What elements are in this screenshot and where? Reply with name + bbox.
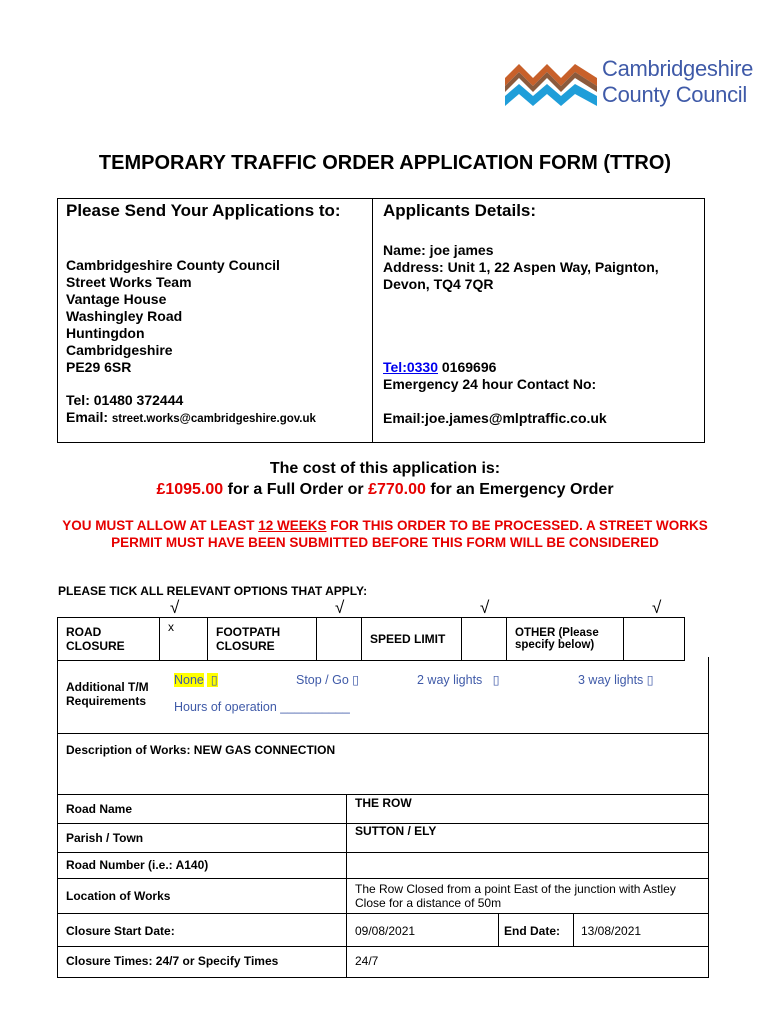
warning-part1: YOU MUST ALLOW AT LEAST: [62, 518, 259, 533]
start-date-value[interactable]: 09/08/2021: [355, 924, 416, 938]
column-divider: [573, 914, 574, 946]
page-title: TEMPORARY TRAFFIC ORDER APPLICATION FORM (TTRO): [98, 152, 672, 174]
contact-box-divider: [372, 199, 373, 442]
option-none[interactable]: [174, 672, 218, 687]
applicant-address-2: Devon, TQ4 7QR: [383, 276, 494, 292]
applicant-heading: Applicants Details:: [383, 201, 537, 220]
tick-instruction: PLEASE TICK ALL RELEVANT OPTIONS THAT APPLY:: [58, 584, 368, 598]
road-name-value[interactable]: THE ROW: [355, 796, 412, 810]
tick-mark: √: [652, 598, 662, 617]
address-line: Vantage House: [66, 291, 167, 307]
send-to-email-row: [66, 409, 316, 428]
option-3-way-lights[interactable]: 3 way lights ▯: [578, 673, 654, 687]
send-to-tel: Tel: 01480 372444: [66, 392, 184, 408]
column-divider: [498, 914, 499, 946]
address-line: Huntingdon: [66, 325, 145, 341]
closure-times-row: [58, 947, 708, 977]
location-label: Location of Works: [66, 889, 171, 903]
other-label: OTHER (Please specify below): [507, 618, 624, 661]
address-line: Street Works Team: [66, 274, 192, 290]
send-to-address: [66, 257, 280, 376]
full-order-price: £1095.00: [156, 481, 224, 498]
warning-weeks: 12 WEEKS: [258, 518, 327, 533]
description-row: [58, 734, 708, 795]
cost-heading: The cost of this application is:: [269, 460, 501, 477]
council-logo: [505, 52, 755, 112]
address-line: PE29 6SR: [66, 359, 132, 375]
additional-tm-label: Additional T/M Requirements: [66, 680, 149, 708]
logo-line1: Cambridgeshire: [602, 56, 754, 81]
applicant-email: Email:joe.james@mlptraffic.co.uk: [383, 410, 607, 426]
contact-box: [57, 198, 705, 443]
closure-times-label: Closure Times: 24/7 or Specify Times: [66, 954, 279, 968]
closure-times-value[interactable]: 24/7: [355, 954, 379, 968]
option-3-way-label: 3 way lights: [578, 673, 644, 687]
option-none-label: None: [174, 673, 204, 687]
location-row: [58, 879, 708, 914]
road-closure-label: ROAD CLOSURE: [58, 618, 160, 661]
works-details-form: [57, 657, 709, 978]
cost-line: [0, 481, 770, 499]
option-2-way-label: 2 way lights: [417, 673, 483, 687]
closure-options-table: [57, 617, 685, 661]
column-divider: [346, 879, 347, 913]
warning-part2: FOR THIS ORDER TO BE PROCESSED. A STREET WORKS PERMIT MUST HAVE BEEN SUBMITTED BEFORE THIS FORM WILL BE CONSIDERED: [111, 518, 708, 550]
option-stop-go-label: Stop / Go: [296, 673, 349, 687]
cost-end: for an Emergency Order: [425, 481, 614, 498]
applicant-tel-rest: 0169696: [438, 359, 497, 375]
additional-tm-row: [58, 657, 708, 734]
option-none-box: ▯: [207, 673, 218, 687]
applicant-name: Name: joe james: [383, 242, 494, 258]
column-divider: [346, 795, 347, 823]
address-line: Washingley Road: [66, 308, 183, 324]
other-checkbox[interactable]: [624, 618, 685, 661]
parish-label: Parish / Town: [66, 831, 144, 845]
address-line: Cambridgeshire County Council: [66, 257, 280, 273]
footpath-closure-label: FOOTPATH CLOSURE: [208, 618, 317, 661]
send-to-email: street.works@cambridgeshire.gov.uk: [111, 413, 316, 425]
tick-mark: √: [480, 598, 490, 617]
column-divider: [346, 824, 347, 852]
column-divider: [346, 853, 347, 878]
emergency-order-price: £770.00: [368, 481, 426, 498]
road-number-row: [58, 853, 708, 879]
tick-mark: √: [335, 598, 345, 617]
option-stop-go[interactable]: Stop / Go ▯: [296, 673, 360, 687]
send-to-heading: Please Send Your Applications to:: [66, 201, 341, 220]
parish-value[interactable]: SUTTON / ELY: [355, 824, 437, 838]
road-name-row: [58, 795, 708, 824]
send-to-email-label: Email:: [66, 409, 109, 425]
start-date-label: Closure Start Date:: [66, 924, 175, 938]
hours-of-operation[interactable]: Hours of operation __________: [174, 700, 350, 714]
road-closure-checkbox[interactable]: x: [160, 618, 208, 661]
parish-row: [58, 824, 708, 853]
footpath-closure-checkbox[interactable]: [317, 618, 362, 661]
road-number-label: Road Number (i.e.: A140): [66, 858, 209, 872]
applicant-tel-row: [383, 359, 496, 376]
applicant-address-1: Address: Unit 1, 22 Aspen Way, Paignton,: [383, 259, 659, 275]
road-name-label: Road Name: [66, 802, 133, 816]
column-divider: [346, 914, 347, 946]
end-date-label: End Date:: [504, 924, 561, 938]
council-logo-icon: [505, 56, 597, 108]
applicant-emergency: Emergency 24 hour Contact No:: [383, 376, 597, 392]
option-2-way-lights[interactable]: 2 way lights ▯: [417, 673, 500, 687]
cost-mid: for a Full Order or: [223, 481, 369, 498]
tick-mark: √: [170, 598, 180, 617]
processing-warning: [60, 517, 710, 551]
end-date-value[interactable]: 13/08/2021: [581, 924, 642, 938]
speed-limit-label: SPEED LIMIT: [362, 618, 462, 661]
speed-limit-checkbox[interactable]: [462, 618, 507, 661]
column-divider: [346, 947, 347, 977]
location-value[interactable]: The Row Closed from a point East of the junction with Astley Close for a distance of 50m: [355, 882, 676, 910]
applicant-tel-link[interactable]: Tel:0330: [383, 359, 438, 375]
description-of-works: Description of Works: NEW GAS CONNECTION: [66, 743, 336, 757]
dates-row: [58, 914, 708, 947]
address-line: Cambridgeshire: [66, 342, 173, 358]
logo-line2: County Council: [602, 82, 747, 107]
